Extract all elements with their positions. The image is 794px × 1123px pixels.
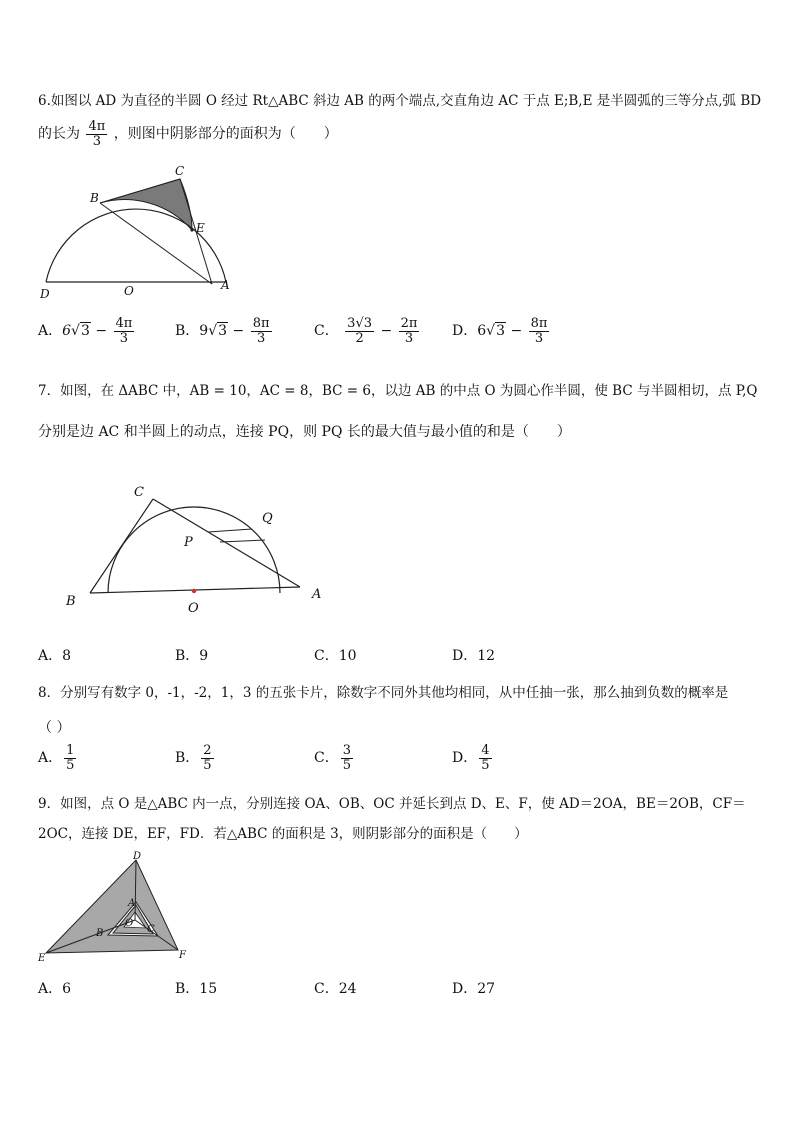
q9-option-a[interactable]: A．6 [38,981,72,997]
q6-option-c-minus: − [380,323,393,340]
q8-option-a[interactable] [38,744,78,772]
q8-option-a-letter: A． [38,750,63,767]
q7-semicircle-arc [108,507,280,593]
q6-shaded-region [100,179,192,230]
q6-option-b-minus: − [232,323,245,340]
q8-option-d-den: 5 [481,757,490,773]
q8-option-c-letter: C． [314,750,339,767]
q6-frac-num: 4π [88,119,106,134]
q9-option-c[interactable]: C．24 [314,981,357,997]
q9-label-d: D [133,851,142,862]
q6-label-d: D [40,287,50,301]
q6-option-b-rad: 3 [218,323,228,340]
q8-option-a-den: 5 [66,757,75,773]
q6-option-a-rad: 3 [80,323,90,340]
q7-option-d[interactable]: D．12 [452,648,496,664]
q9-label-o: O [125,918,134,929]
q6-option-d-den: 3 [534,330,544,346]
q6-option-d-num: 8π [530,316,548,331]
q8-option-b-den: 5 [203,757,212,773]
q9-label-a: A [128,898,136,909]
q6-label-a: A [221,278,230,292]
q8-option-a-frac [64,744,76,772]
q6-option-b-letter: B． [175,323,200,340]
q6-option-c-den2: 3 [404,330,414,346]
q6-line2 [38,120,338,148]
q6-option-c-letter: C． [314,323,339,340]
q6-option-c-den1: 2 [355,330,364,346]
q6-segment-ab [100,203,212,284]
q7-line1: 7．如图，在 ΔABC 中，AB = 10，AC = 8，BC = 6，以边 AB 的中点 O 为圆心作半圆，使 BC 与半圆相切，点 P,Q [38,383,758,399]
q8-option-c-den: 5 [342,757,351,773]
q6-option-c-num1: 3√3 [347,316,372,331]
q6-option-b-num: 8π [252,316,270,331]
q7-segment-pq2 [220,540,265,542]
q8-option-b-frac [201,744,213,772]
q8-option-d-num: 4 [481,743,490,758]
q8-option-d-frac [479,744,491,772]
q6-option-c[interactable] [314,317,421,345]
q6-option-a[interactable]: A．6√3 − $\frac{4\pi}{3}$ [38,316,133,346]
q6-option-d-coef: 6 [477,323,487,340]
q7-label-c: C [134,485,144,500]
q6-figure [30,158,250,303]
q6-option-a-letter: A． [38,323,63,340]
q6-line1: 6.如图以 AD 为直径的半圆 O 经过 Rt△ABC 斜边 AB 的两个端点,交直角边 AC 于点 E;B,E 是半圆弧的三等分点,弧 BD [38,93,762,109]
q8-line1: 8．分别写有数字 0，-1，-2，1，3 的五张卡片，除数字不同外其他均相同，从中任抽一张，那么抽到负数的概率是 [38,685,729,701]
q8-option-b-letter: B． [175,750,200,767]
q6-option-d-frac [529,317,550,345]
q9-label-e: E [38,953,46,964]
q7-label-p: P [184,535,193,550]
q6-option-a-coef: 6 [62,323,72,340]
q6-option-d-letter: D． [452,323,478,340]
q6-label-e: E [196,221,205,235]
q7-label-o: O [188,601,199,616]
q9-outer-triangle-def [46,860,178,953]
q9-label-c: C [147,924,155,935]
q6-option-c-num2: 2π [400,316,418,331]
q9-label-b: B [96,928,104,939]
q6-line2-b: ，则图中阴影部分的面积为（ ） [113,126,338,143]
q6-option-c-frac2 [399,317,420,345]
q6-label-c: C [175,164,185,178]
q8-option-b[interactable] [175,744,216,772]
q6-label-b: B [90,191,99,205]
q8-option-d[interactable] [452,744,494,772]
q7-segment-pq [208,529,252,532]
q7-label-a: A [312,587,322,602]
q8-option-c-frac [341,744,353,772]
q6-option-c-frac1 [345,317,374,345]
q6-point-e [190,228,193,231]
q7-figure [60,478,330,618]
q7-side-ca [153,499,300,587]
q6-option-b-frac [251,317,272,345]
q6-frac [86,120,107,148]
q6-option-b-den: 3 [256,330,266,346]
q8-option-d-letter: D． [452,750,478,767]
q8-option-a-num: 1 [66,743,75,758]
q9-label-f: F [179,950,186,961]
q8-option-c[interactable] [314,744,355,772]
q6-option-a-minus: − [95,323,108,340]
q6-option-a-frac [114,317,135,345]
q6-option-b[interactable]: B．9√3 − $\frac{8\pi}{3}$ [175,316,270,346]
q6-option-d[interactable]: D．6√3 − $\frac{8\pi}{3}$ [452,316,548,346]
q6-option-a-num: 4π [115,316,133,331]
q9-line2: 2OC，连接 DE，EF，FD．若△ABC 的面积是 3，则阴影部分的面积是（ ） [38,826,528,842]
q7-point-o [192,589,196,593]
q9-line1: 9．如图，点 O 是△ABC 内一点，分别连接 OA、OB、OC 并延长到点 D、E、F，使 AD＝2OA，BE＝2OB，CF＝ [38,796,746,812]
q9-option-d[interactable]: D．27 [452,981,496,997]
q7-label-b: B [66,594,76,609]
q7-option-b[interactable]: B．9 [175,648,209,664]
q6-frac-den: 3 [92,133,101,149]
q8-option-c-num: 3 [342,743,351,758]
q7-line2: 分别是边 AC 和半圆上的动点，连接 PQ，则 PQ 长的最大值与最小值的和是（ ） [38,424,571,440]
q7-side-bc [90,499,153,593]
q6-option-d-minus: − [510,323,523,340]
q7-option-c[interactable]: C．10 [314,648,357,664]
q6-option-d-rad: 3 [496,323,505,340]
q6-option-a-den: 3 [119,330,129,346]
q7-option-a[interactable]: A．8 [38,648,72,664]
q6-line2-a: 的长为 [38,126,80,143]
q6-option-b-coef: 9 [199,323,209,340]
q8-line2: （ ） [38,720,71,736]
q9-option-b[interactable]: B．15 [175,981,218,997]
q7-label-q: Q [262,511,273,526]
q6-label-o: O [124,284,134,298]
q9-figure [34,850,204,965]
q8-option-b-num: 2 [203,743,212,758]
